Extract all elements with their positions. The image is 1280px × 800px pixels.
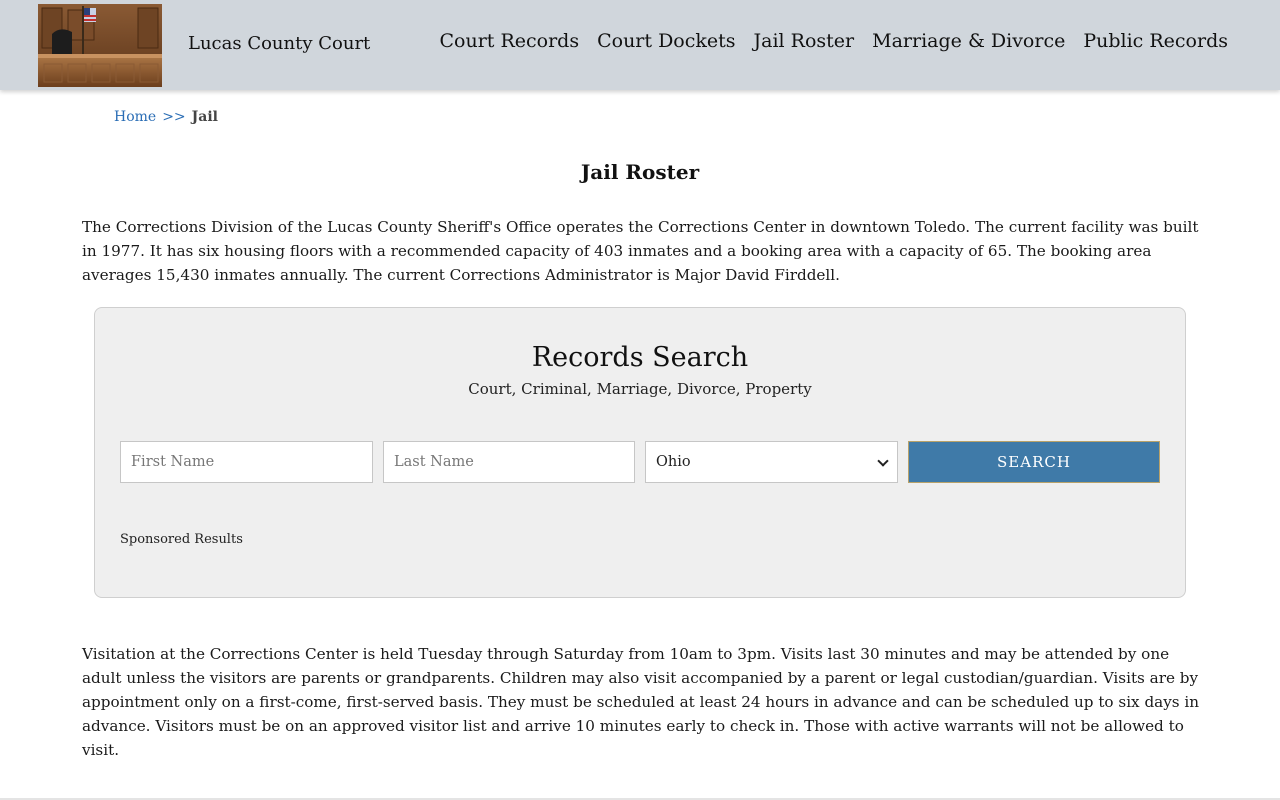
visitation-paragraph: Visitation at the Corrections Center is held Tuesday through Saturday from 10am to 3pm. Visits last 30 minutes and may be attended by one adult unless the visitors are parents or grandparents. Children may also visit accompanied by a parent or legal custodian/guardian. Visits are by appointment only on a first-come, first-served basis. They must be scheduled at least 24 hours in advance and can be scheduled up to six days in advance. Visitors must be on an approved visitor list and arrive 10 minutes early to check in. Those with active warrants will not be allowed to visit.	[82, 645, 1200, 759]
state-select[interactable]	[645, 441, 898, 483]
nav-jail-roster[interactable]: Jail Roster	[753, 30, 855, 52]
breadcrumb-current: Jail	[191, 109, 219, 125]
last-name-input[interactable]	[383, 441, 635, 483]
nav-public-records[interactable]: Public Records	[1083, 30, 1228, 52]
intro-paragraph: The Corrections Division of the Lucas County Sheriff's Office operates the Corrections Center in downtown Toledo. The current facility was built in 1977. It has six housing floors with a recommended capacity of 403 inmates and a booking area with a capacity of 65. The booking area averages 15,430 inmates annually. The current Corrections Administrator is Major David Firddell.	[82, 218, 1199, 284]
main-nav	[439, 30, 1228, 52]
nav-court-dockets[interactable]: Court Dockets	[597, 30, 736, 52]
courtroom-logo-icon[interactable]	[38, 4, 162, 87]
search-title: Records Search	[531, 342, 749, 373]
breadcrumb	[114, 109, 218, 125]
nav-court-records[interactable]: Court Records	[439, 30, 580, 52]
breadcrumb-home-link[interactable]: Home	[114, 109, 157, 125]
search-subtitle: Court, Criminal, Marriage, Divorce, Property	[468, 380, 812, 398]
site-title[interactable]: Lucas County Court	[188, 33, 371, 54]
nav-marriage-divorce[interactable]: Marriage & Divorce	[872, 30, 1066, 52]
first-name-input[interactable]	[120, 441, 373, 483]
search-button[interactable]: SEARCH	[908, 441, 1160, 483]
sponsored-results-label: Sponsored Results	[120, 532, 243, 547]
breadcrumb-separator: >>	[162, 109, 186, 125]
records-search-panel	[94, 307, 1186, 598]
page-title: Jail Roster	[580, 160, 700, 184]
site-header	[0, 0, 1280, 90]
